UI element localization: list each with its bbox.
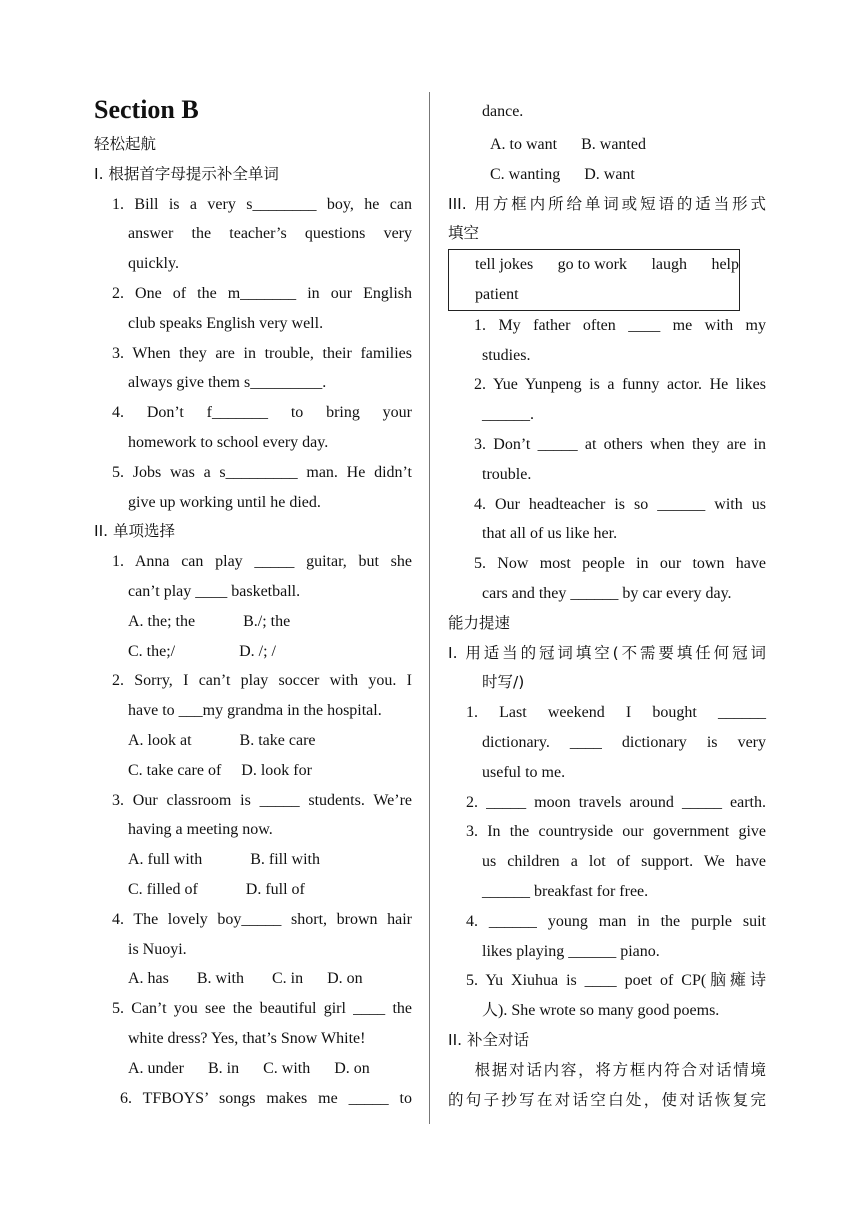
question-line: 5. Can’t you see the beautiful girl ____ the (112, 1000, 412, 1018)
item-line: 2. _____ moon travels around _____ earth. (466, 793, 766, 811)
question-item (94, 666, 412, 785)
question-line: having a meeting now. (128, 821, 273, 839)
item-line: quickly. (128, 255, 179, 273)
answer-options: A. full with B. fill with (128, 851, 320, 869)
section-heading: I. 用适当的冠词填空(不需要填任何冠词 (448, 643, 766, 662)
exercise-item (448, 907, 766, 967)
question-line: white dress? Yes, that’s Snow White! (128, 1029, 366, 1047)
exercise-item (448, 430, 766, 490)
item-line: 5. Yu Xiuhua is ____ poet of CP(脑瘫诗 (466, 972, 766, 990)
item-line: cars and they ______ by car every day. (482, 584, 732, 602)
warmup-header: 轻松起航 (94, 135, 157, 153)
item-line: 3. When they are in trouble, their families (112, 344, 412, 362)
question-line: 6. TFBOYS’ songs makes me _____ to (120, 1089, 412, 1107)
ability-header: 能力提速 (448, 613, 511, 632)
item-line: us children a lot of support. We have (482, 853, 766, 871)
item-line: 人). She wrote so many good poems. (482, 1002, 720, 1020)
item-line: 3. Don’t _____ at others when they are in (474, 435, 766, 453)
answer-options: C. take care of D. look for (128, 761, 312, 779)
answer-options: A. look at B. take care (128, 731, 316, 749)
right-column (448, 92, 766, 1115)
item-line: 2. One of the m_______ in our English (112, 284, 412, 302)
section-heading: 填空 (448, 224, 480, 243)
question-line: 2. Sorry, I can’t play soccer with you. I (112, 672, 412, 690)
item-line: 5. Now most people in our town have (474, 555, 766, 573)
box-word: tell jokes (475, 256, 534, 274)
answer-options: C. wanting D. want (490, 165, 635, 183)
exercise-item (448, 549, 766, 609)
word-box-row (475, 250, 739, 280)
item-line: 1. Last weekend I bought ______ (466, 704, 766, 722)
exercise-item (448, 788, 766, 818)
question-line: 3. Our classroom is _____ students. We’re (112, 791, 412, 809)
answer-options: A. the; the B./; the (128, 612, 291, 630)
item-line: always give them s_________. (128, 374, 327, 392)
item-line: answer the teacher’s questions very (128, 225, 412, 243)
exercise-item (448, 966, 766, 1026)
question-line: can’t play ____ basketball. (128, 582, 301, 600)
item-line: 1. Bill is a very s________ boy, he can (112, 195, 412, 213)
exercise-item (448, 311, 766, 371)
answer-options: C. filled of D. full of (128, 880, 305, 898)
item-line: ______ breakfast for free. (482, 882, 649, 900)
item-line: 2. Yue Yunpeng is a funny actor. He likes (474, 376, 766, 394)
item-line: that all of us like her. (482, 525, 618, 543)
answer-options: A. under B. in C. with D. on (128, 1059, 370, 1077)
exercise-item (94, 458, 412, 518)
answer-options: A. has B. with C. in D. on (128, 970, 363, 988)
item-line: club speaks English very well. (128, 314, 324, 332)
left-column (94, 92, 412, 1113)
section-heading: II. 补全对话 (448, 1030, 529, 1049)
exercise-item (94, 398, 412, 458)
item-line: 3. In the countryside our government give (466, 823, 766, 841)
item-line: 4. ______ young man in the purple suit (466, 912, 766, 930)
instruction-line: 根据对话内容，将方框内符合对话情境 (448, 1060, 766, 1079)
exercise-item (94, 279, 412, 339)
question-line: is Nuoyi. (128, 940, 187, 958)
item-line: 4. Don’t f_______ to bring your (112, 404, 412, 422)
answer-options: A. to want B. wanted (490, 136, 646, 153)
item-line: 1. My father often ____ me with my (474, 316, 766, 334)
box-word: patient (475, 285, 519, 303)
box-word: laugh (651, 256, 687, 274)
item-line: dictionary. ____ dictionary is very (482, 733, 766, 751)
exercise-item (448, 490, 766, 550)
exercise-item (448, 817, 766, 906)
section-title: Section B (94, 95, 199, 124)
item-line: useful to me. (482, 763, 566, 781)
section-heading: II. 单项选择 (94, 522, 175, 541)
section-heading: I. 根据首字母提示补全单词 (94, 164, 279, 183)
item-line: trouble. (482, 465, 532, 483)
item-line: 5. Jobs was a s_________ man. He didn’t (112, 463, 412, 481)
question-line: dance. (482, 103, 524, 120)
item-line: homework to school every day. (128, 433, 329, 451)
section-heading: III. 用方框内所给单词或短语的适当形式 (448, 194, 766, 213)
item-line: 4. Our headteacher is so ______ with us (474, 495, 766, 513)
exercise-item (94, 190, 412, 279)
box-word: go to work (557, 256, 627, 274)
question-line: have to ___my grandma in the hospital. (128, 702, 382, 720)
item-line: give up working until he died. (128, 493, 321, 511)
column-divider (429, 92, 430, 1124)
exercise-item (448, 370, 766, 430)
word-box (448, 249, 740, 311)
question-line: 4. The lovely boy_____ short, brown hair (112, 910, 412, 928)
item-line: ______. (482, 406, 534, 424)
box-word: help (711, 256, 739, 274)
question-item (94, 786, 412, 905)
item-line: likes playing ______ piano. (482, 942, 660, 960)
section-heading: 时写/) (482, 673, 525, 692)
question-item (94, 994, 412, 1083)
item-line: studies. (482, 346, 531, 364)
question-line: 1. Anna can play _____ guitar, but she (112, 553, 412, 571)
exercise-item (448, 698, 766, 787)
question-item (94, 905, 412, 994)
answer-options: C. the;/ D. /; / (128, 642, 276, 660)
exercise-item (94, 339, 412, 399)
instruction-line: 的句子抄写在对话空白处，使对话恢复完 (448, 1090, 766, 1109)
question-item (94, 547, 412, 666)
